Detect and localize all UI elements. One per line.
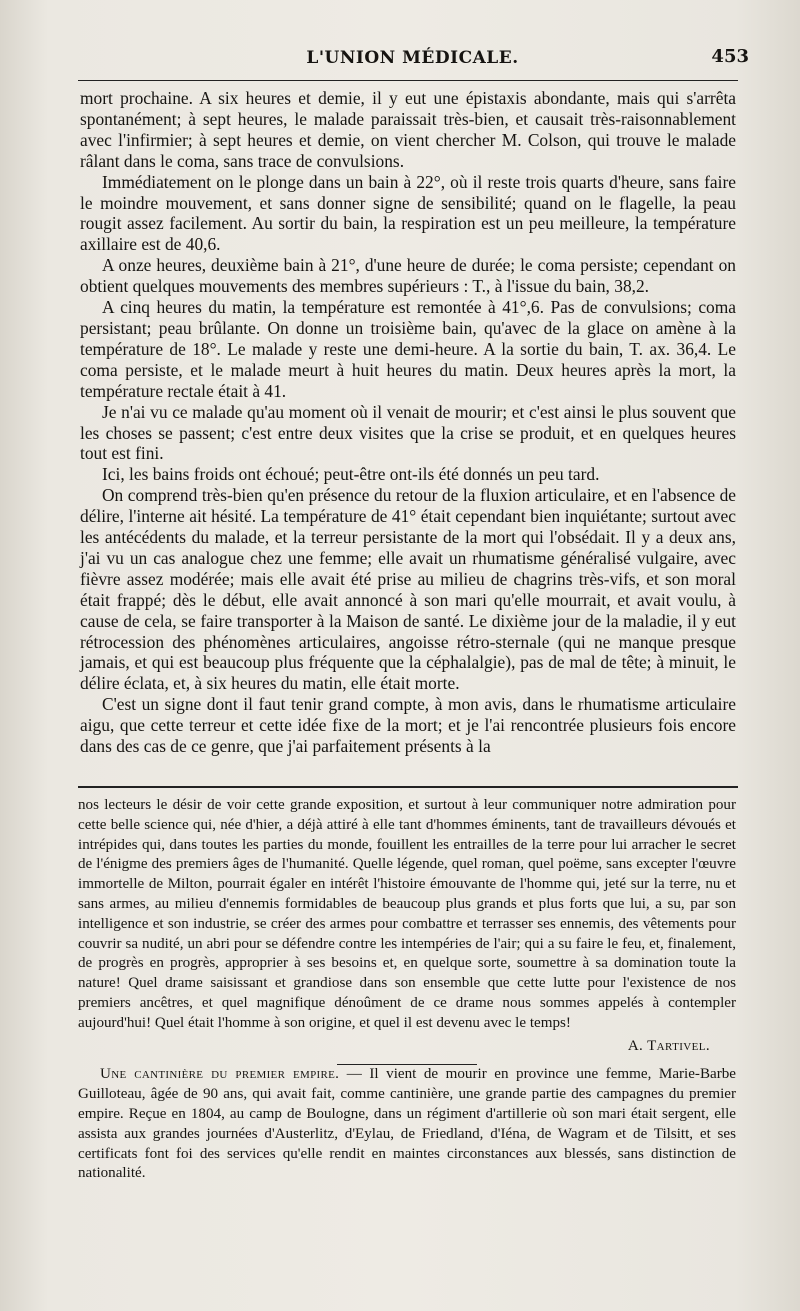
feuilleton-section xyxy=(78,796,736,1184)
article-paragraph: C'est un signe dont il faut tenir grand compte, à mon avis, dans le rhumatisme articulaire aigu, que cette terreur et cette idée fixe de la mort; et je l'ai rencontrée plusieurs fois encore dans des cas de ce genre, que j'ai parfaitement présents à la xyxy=(80,694,736,757)
news-notice xyxy=(78,1065,736,1184)
notice-text: — Il vient de mourir en province une femme, Marie-Barbe Guilloteau, âgée de 90 ans, qui avait fait, comme cantinière, une grande partie des campagnes du premier empire. Reçue en 1804, au camp de Boulogne, dans un régiment d'artillerie où son mari était sergent, elle assista aux grandes journées d'Austerlitz, d'Eylau, de Friedland, d'Iéna, de Wagram et de Tilsitt, et ses certificats font foi des services qu'elle rendit en maintes circonstances aux blessés, sans distinction de nationalité. xyxy=(78,1066,737,1182)
feuilleton-rule xyxy=(78,786,738,788)
page-number: 453 xyxy=(711,46,749,67)
page-header xyxy=(70,44,755,74)
article-paragraph: Ici, les bains froids ont échoué; peut-être ont-ils été donnés un peu tard. xyxy=(102,464,600,485)
notice-title: Une cantinière du premier empire. xyxy=(100,1066,340,1083)
article-paragraph: mort prochaine. A six heures et demie, il y eut une épistaxis abondante, mais qui s'arrêta spontanément; à sept heures, le malade paraissait très-bien, et causait très-raisonnablement avec l'infirmier; à sept heures et demie, on vient chercher M. Colson, qui trouve le malade râlant dans le coma, sans trace de convulsions. xyxy=(80,88,736,171)
article-paragraph: Immédiatement on le plonge dans un bain à 22°, où il reste trois quarts d'heure, sans faire le moindre mouvement, et sans donner signe de sensibilité; quand on le flagelle, la peau rougit assez facilement. Au sortir du bain, la respiration est un peu meilleure, la température axillaire est de 40,6. xyxy=(80,171,736,255)
feuilleton-paragraph: nos lecteurs le désir de voir cette grande exposition, et surtout à leur communiquer notre admiration pour cette belle science qui, née d'hier, a déjà attiré à elle tant d'hommes éminents, tant de travailleurs dévoués et intrépides qui, dans toutes les parties du monde, fouillent les entrailles de la terre pour lui arracher le secret de l'énigme des premiers âges de l'humanité. Quelle légende, quel roman, quel poëme, sans excepter l'œuvre immortelle de Milton, pourrait égaler en intérêt l'histoire émouvante de l'homme qui, jeté sur la terre, nu et sans armes, au milieu d'ennemis formidables de beaucoup plus grands et plus forts que lui, a su, par son intelligence et son industrie, se créer des armes pour combattre et terrasser ses ennemis, des vêtements pour couvrir sa nudité, un abri pour se défendre contre les intempéries de l'air; qui a su faire le feu, et, finalement, de progrès en progrès, approprier à ses besoins et, en quelque sorte, soumettre à sa domination toute la nature! Quel drame saisissant et grandiose dans son ensemble que cette lutte pour l'existence de nos premiers ancêtres, et quel magnifique dénoûment de ce drame nous sommes appelés à contempler aujourd'hui! Quel était l'homme à son origine, et quel il est devenu avec le temps! xyxy=(78,797,736,1031)
author-signature: A. Tartivel. xyxy=(627,1037,710,1054)
running-title: L'UNION MÉDICALE. xyxy=(306,48,519,68)
article-body xyxy=(80,88,736,757)
article-paragraph: Je n'ai vu ce malade qu'au moment où il venait de mourir; et c'est ainsi le plus souvent que les choses se passent; c'est entre deux visites que la crise se produit, et en quelques heures tout est fini. xyxy=(80,401,736,464)
header-rule xyxy=(78,80,738,81)
article-paragraph: A onze heures, deuxième bain à 21°, d'une heure de durée; le coma persiste; cependant on obtient quelques mouvements des membres supérieurs : T., à l'issue du bain, 38,2. xyxy=(80,255,736,297)
article-paragraph: On comprend très-bien qu'en présence du retour de la fluxion articulaire, et en l'absence de délire, l'interne ait hésité. La température de 41° était cependant bien inquiétante; surtout avec les antécédents du malade, et la terreur persistante de la mort qui l'obsédait. Il y a deux ans, j'ai vu un cas analogue chez une femme; elle avait un rhumatisme généralisé vulgaire, avec fièvre assez modérée; mais elle avait été prise au milieu de chagrins très-vifs, et son moral était frappé; dès le début, elle avait annoncé à son mari qu'elle mourrait, et avait voulu, à cause de cela, se faire transporter à la Maison de santé. Le dixième jour de la maladie, il y eut rétrocession des phénomènes articulaires, angoisse rétro-sternale (qui ne manque presque jamais, et qui est beaucoup plus fréquente que la céphalalgie), pas de mal de tête; à minuit, le délire éclata, et, à six heures du matin, elle était morte. xyxy=(80,485,736,694)
article-paragraph: A cinq heures du matin, la température est remontée à 41°,6. Pas de convulsions; coma persistant; peau brûlante. On donne un troisième bain, qu'avec de la glace on amène à la température de 18°. Le malade y reste une demi-heure. A la sortie du bain, T. ax. 36,4. Le coma persiste, et le malade meurt à huit heures du matin. Deux heures après la mort, la température rectale était à 41. xyxy=(80,297,736,401)
